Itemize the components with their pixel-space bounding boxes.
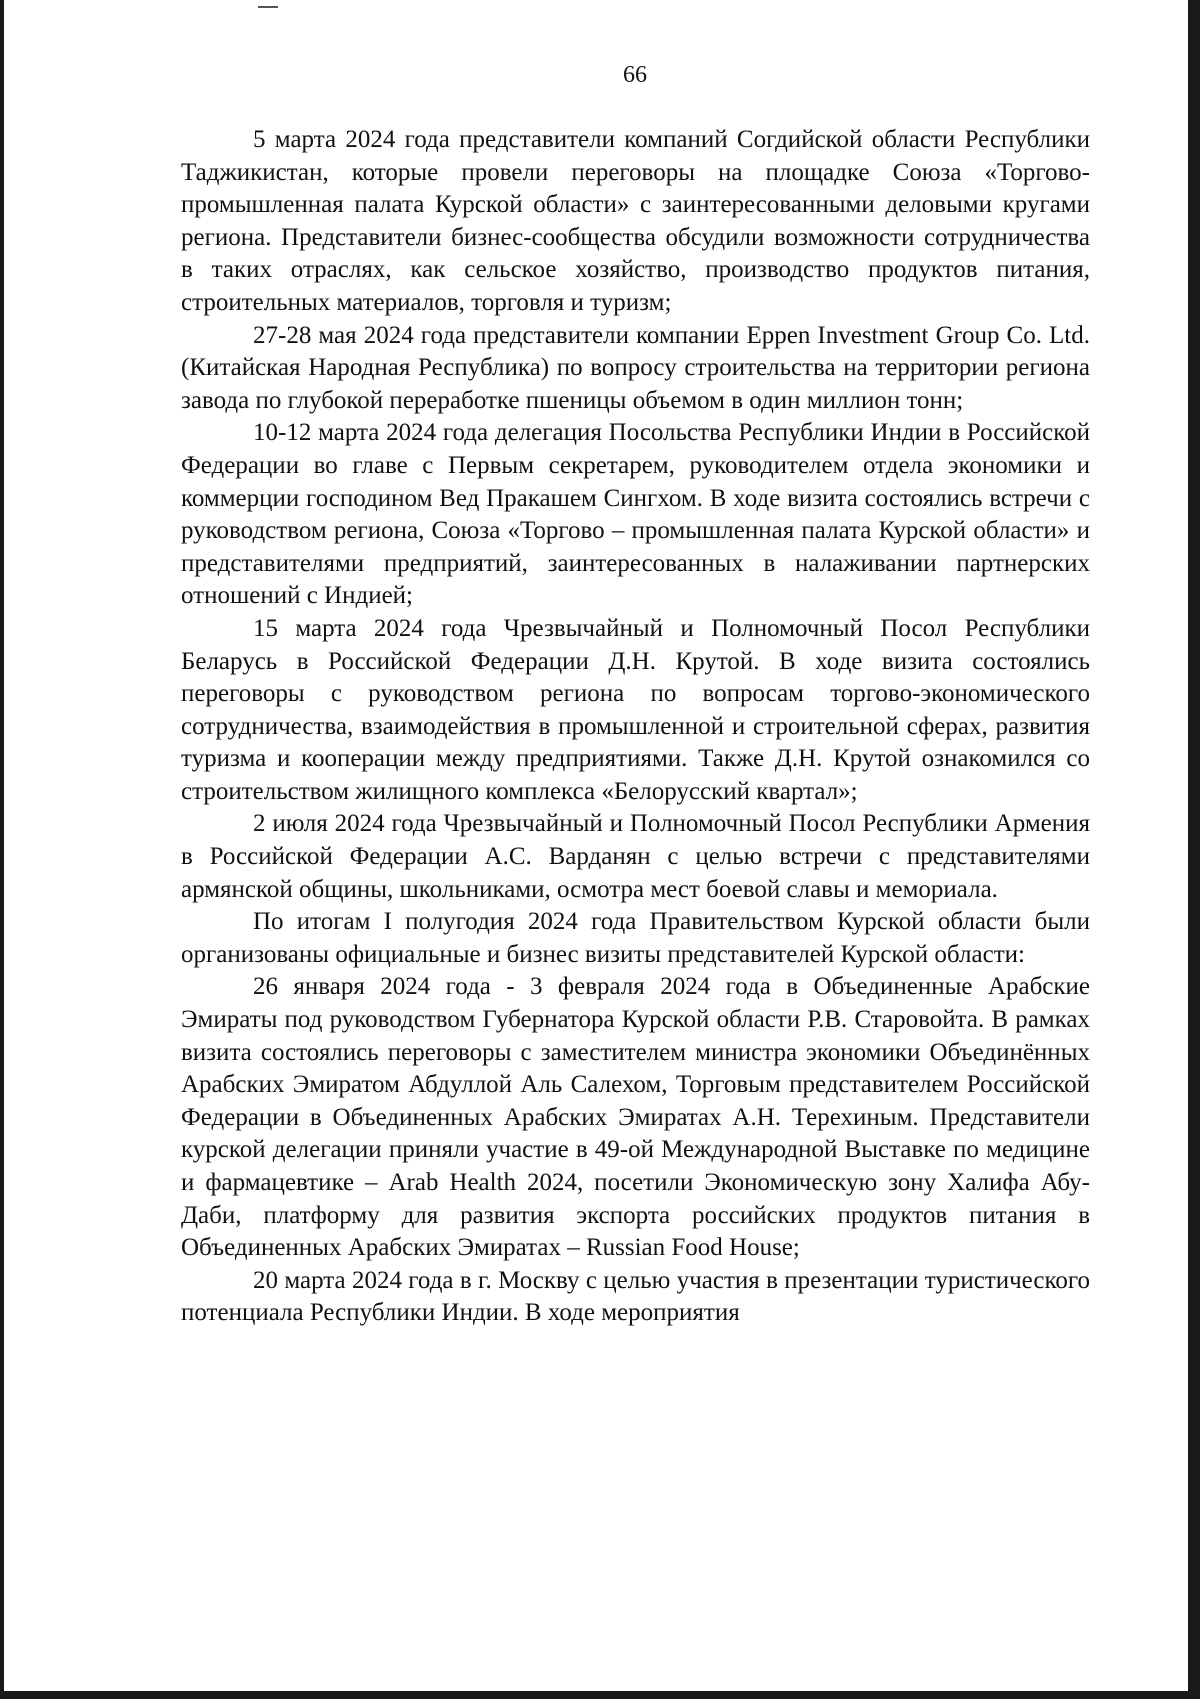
scan-border-left [0, 0, 4, 1699]
paragraph-sogd-delegation: 5 марта 2024 года представители компаний Согдийской области Республики Таджикистан, которые провели переговоры на площадке Союза «Торгово-промышленная палата Курской области» с заинтересованными деловыми кругами региона. Представители бизнес-сообщества обсудили возможности сотрудничества в таких отраслях, как сельское хозяйство, производство продуктов питания, строительных материалов, торговля и туризм; [181, 126, 1090, 316]
paragraph-belarus-ambassador: 15 марта 2024 года Чрезвычайный и Полномочный Посол Республики Беларусь в Российской Федерации Д.Н. Крутой. В ходе визита состоялись переговоры с руководством региона по вопросам торгово-экономического сотрудничества, взаимодействия в промышленной и строительной сферах, развития туризма и кооперации между предприятиями. Также Д.Н. Крутой ознакомился со строительством жилищного комплекса «Белорусский квартал»; [181, 614, 1090, 805]
paragraph-half-year-summary: По итогам I полугодия 2024 года Правительством Курской области были организованы официальные и бизнес визиты представителей Курской области: [181, 908, 1090, 968]
paragraph-india-embassy: 10-12 марта 2024 года делегация Посольства Республики Индии в Российской Федерации во главе с Первым секретарем, руководителем отдела экономики и коммерции господином Вед Пракашем Сингхом. В ходе визита состоялись встречи с руководством региона, Союза «Торгово – промышленная палата Курской области» и представителями предприятий, заинтересованных в налаживании партнерских отношений с Индией; [181, 419, 1090, 610]
paragraph-eppen-investment: 27-28 мая 2024 года представители компании Eppen Investment Group Co. Ltd. (Китайская Народная Республика) по вопросу строительства на территории региона завода по глубокой переработке пшеницы объемом в один миллион тонн; [181, 321, 1090, 414]
scan-border-bottom [0, 1691, 1200, 1699]
paragraph-armenia-ambassador: 2 июля 2024 года Чрезвычайный и Полномочный Посол Республики Армения в Российской Федерации А.С. Варданян с целью встречи с представителями армянской общины, школьниками, осмотра мест боевой славы и мемориала. [181, 810, 1090, 903]
paragraph-uae-visit: 26 января 2024 года - 3 февраля 2024 года в Объединенные Арабские Эмираты под руководством Губернатора Курской области Р.В. Старовойта. В рамках визита состоялись переговоры с заместителем министра экономики Объединённых Арабских Эмиратом Абдуллой Аль Салехом, Торговым представителем Российской Федерации в Объединенных Арабских Эмиратах А.Н. Терехиным. Представители курской делегации приняли участие в 49-ой Международной Выставке по медицине и фармацевтике – Arab Health 2024, посетили Экономическую зону Халифа Абу-Даби, платформу для развития экспорта российских продуктов питания в Объединенных Арабских Эмиратах – Russian Food House; [181, 973, 1090, 1262]
scan-artifact-mark [258, 6, 278, 8]
scan-border-right [1188, 0, 1200, 1699]
paragraph-moscow-india-presentation: 20 марта 2024 года в г. Москву с целью участия в презентации туристического потенциала Республики Индии. В ходе мероприятия [181, 1266, 1090, 1327]
document-body [181, 124, 1090, 1330]
page-number: 66 [623, 62, 647, 88]
